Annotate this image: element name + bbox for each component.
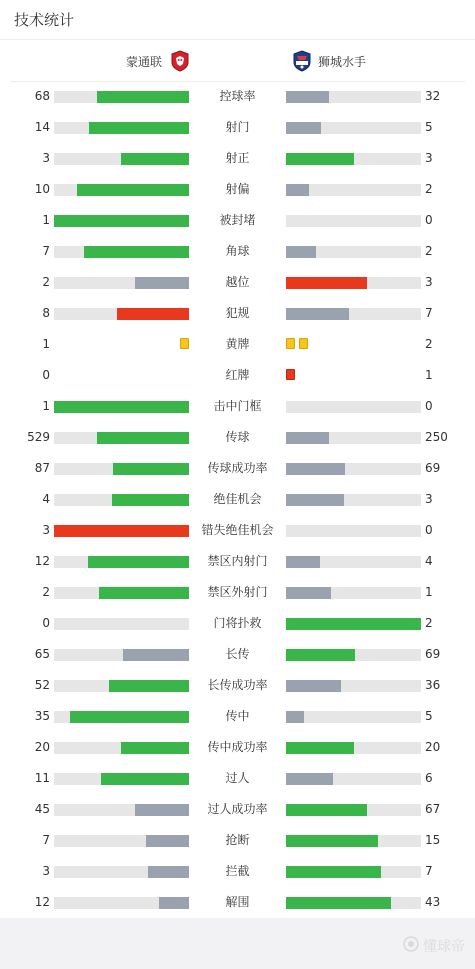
watermark-logo-icon — [403, 936, 419, 956]
away-bar-fill — [286, 742, 354, 754]
away-cards — [286, 369, 295, 382]
away-value: 32 — [425, 89, 441, 103]
stat-row — [0, 670, 475, 701]
home-value: 4 — [42, 492, 50, 506]
stat-row — [0, 267, 475, 298]
away-value: 67 — [425, 802, 441, 816]
home-bar-track — [54, 804, 189, 816]
away-bar-fill — [286, 649, 355, 661]
home-bar-fill — [135, 804, 189, 816]
stat-label: 传球成功率 — [207, 461, 268, 475]
home-value: 3 — [42, 151, 50, 165]
away-bar-track — [286, 680, 421, 692]
away-bar-fill — [286, 153, 354, 165]
home-team[interactable] — [126, 41, 190, 81]
away-bar-fill — [286, 618, 421, 630]
home-bar-track — [54, 649, 189, 661]
away-bar-track — [286, 308, 421, 320]
stat-row — [0, 484, 475, 515]
away-value: 5 — [425, 709, 433, 723]
away-value: 1 — [425, 585, 433, 599]
stat-row — [0, 887, 475, 918]
yellow-card-icon — [286, 338, 295, 349]
home-bar-track — [54, 835, 189, 847]
home-bar-fill — [135, 277, 189, 289]
stat-label: 射正 — [225, 151, 250, 165]
stat-row — [0, 143, 475, 174]
away-value: 2 — [425, 182, 433, 196]
away-value: 0 — [425, 399, 433, 413]
stat-row — [0, 763, 475, 794]
stat-label: 越位 — [225, 275, 250, 289]
away-bar-track — [286, 215, 421, 227]
stat-label: 控球率 — [219, 89, 256, 103]
home-bar-fill — [77, 184, 189, 196]
home-bar-track — [54, 556, 189, 568]
stat-label: 过人成功率 — [207, 802, 268, 816]
stat-row — [0, 236, 475, 267]
home-value: 45 — [34, 802, 50, 816]
away-bar-track — [286, 494, 421, 506]
home-bar-track — [54, 277, 189, 289]
away-bar-fill — [286, 91, 329, 103]
stat-label: 长传 — [225, 647, 250, 661]
stat-row — [0, 639, 475, 670]
stat-row — [0, 577, 475, 608]
away-bar-track — [286, 835, 421, 847]
away-value: 69 — [425, 647, 441, 661]
home-bar-fill — [101, 773, 189, 785]
home-value: 0 — [42, 368, 50, 382]
away-bar-fill — [286, 246, 316, 258]
home-bar-fill — [117, 308, 189, 320]
away-bar-fill — [286, 556, 320, 568]
home-bar-track — [54, 463, 189, 475]
stat-row — [0, 391, 475, 422]
yellow-card-icon — [299, 338, 308, 349]
away-bar-track — [286, 91, 421, 103]
home-bar-fill — [97, 432, 189, 444]
home-bar-fill — [121, 153, 189, 165]
away-value: 43 — [425, 895, 441, 909]
home-bar-track — [54, 308, 189, 320]
away-bar-track — [286, 804, 421, 816]
away-bar-track — [286, 184, 421, 196]
away-bar-fill — [286, 122, 321, 134]
page-title: 技术统计 — [14, 11, 75, 29]
header-bar — [0, 0, 475, 40]
home-bar-track — [54, 525, 189, 537]
home-bar-track — [54, 587, 189, 599]
stat-label: 传中 — [225, 709, 250, 723]
home-value: 20 — [34, 740, 50, 754]
home-value: 68 — [34, 89, 50, 103]
stat-row — [0, 794, 475, 825]
home-bar-fill — [123, 649, 189, 661]
home-value: 11 — [34, 771, 50, 785]
home-value: 1 — [42, 399, 50, 413]
stat-label: 过人 — [225, 771, 250, 785]
away-bar-fill — [286, 680, 341, 692]
home-value: 52 — [34, 678, 50, 692]
home-bar-track — [54, 773, 189, 785]
home-value: 7 — [42, 244, 50, 258]
away-value: 2 — [425, 244, 433, 258]
away-bar-fill — [286, 773, 333, 785]
away-value: 69 — [425, 461, 441, 475]
home-value: 2 — [42, 585, 50, 599]
footer-bar — [0, 918, 475, 969]
stat-label: 绝佳机会 — [213, 492, 262, 506]
stat-row — [0, 453, 475, 484]
away-team-name: 狮城水手 — [318, 54, 367, 69]
away-bar-track — [286, 525, 421, 537]
home-cards — [180, 338, 189, 351]
home-bar-fill — [97, 91, 189, 103]
home-value: 2 — [42, 275, 50, 289]
stat-label: 门将扑救 — [213, 616, 262, 630]
stat-label: 错失绝佳机会 — [201, 523, 274, 537]
yellow-card-icon — [180, 338, 189, 349]
away-bar-track — [286, 122, 421, 134]
away-bar-fill — [286, 308, 349, 320]
away-value: 3 — [425, 275, 433, 289]
home-value: 529 — [27, 430, 50, 444]
away-bar-track — [286, 587, 421, 599]
away-bar-track — [286, 556, 421, 568]
away-cards — [286, 338, 308, 351]
stat-row — [0, 515, 475, 546]
home-bar-fill — [99, 587, 189, 599]
home-bar-fill — [54, 401, 189, 413]
home-value: 3 — [42, 523, 50, 537]
stat-row — [0, 732, 475, 763]
watermark-text: 懂球帝 — [423, 939, 465, 955]
red-card-icon — [286, 369, 295, 380]
away-bar-track — [286, 277, 421, 289]
away-bar-fill — [286, 866, 381, 878]
away-value: 20 — [425, 740, 441, 754]
stat-label: 禁区外射门 — [207, 585, 268, 599]
home-bar-fill — [159, 897, 189, 909]
away-value: 6 — [425, 771, 433, 785]
stat-label: 犯规 — [225, 306, 250, 320]
home-bar-track — [54, 680, 189, 692]
stat-row — [0, 174, 475, 205]
home-value: 12 — [34, 895, 50, 909]
away-bar-track — [286, 649, 421, 661]
stat-label: 长传成功率 — [207, 678, 268, 692]
home-bar-fill — [84, 246, 189, 258]
away-bar-track — [286, 773, 421, 785]
away-bar-track — [286, 866, 421, 878]
stat-label: 禁区内射门 — [207, 554, 268, 568]
away-bar-track — [286, 897, 421, 909]
away-value: 2 — [425, 616, 433, 630]
away-bar-fill — [286, 463, 345, 475]
away-bar-fill — [286, 432, 329, 444]
home-bar-fill — [70, 711, 189, 723]
away-bar-track — [286, 463, 421, 475]
home-bar-track — [54, 618, 189, 630]
home-bar-track — [54, 215, 189, 227]
away-value: 3 — [425, 151, 433, 165]
away-bar-fill — [286, 835, 378, 847]
away-value: 3 — [425, 492, 433, 506]
home-value: 14 — [34, 120, 50, 134]
home-value: 8 — [42, 306, 50, 320]
stat-row — [0, 422, 475, 453]
home-value: 1 — [42, 337, 50, 351]
away-value: 4 — [425, 554, 433, 568]
home-value: 10 — [34, 182, 50, 196]
stat-label: 红牌 — [225, 368, 250, 382]
home-bar-track — [54, 122, 189, 134]
stat-row — [0, 856, 475, 887]
teams-header — [10, 41, 465, 82]
stat-label: 解围 — [225, 895, 250, 909]
home-bar-track — [54, 153, 189, 165]
home-bar-track — [54, 897, 189, 909]
away-value: 7 — [425, 864, 433, 878]
stat-label: 抢断 — [225, 833, 250, 847]
away-bar-track — [286, 246, 421, 258]
stat-label: 射偏 — [225, 182, 250, 196]
away-value: 0 — [425, 523, 433, 537]
home-value: 12 — [34, 554, 50, 568]
away-bar-track — [286, 742, 421, 754]
away-bar-track — [286, 711, 421, 723]
away-bar-track — [286, 153, 421, 165]
muangthong-crest-icon — [170, 50, 190, 72]
home-bar-track — [54, 401, 189, 413]
home-bar-fill — [89, 122, 189, 134]
home-bar-track — [54, 711, 189, 723]
away-bar-fill — [286, 277, 367, 289]
home-value: 35 — [34, 709, 50, 723]
home-bar-track — [54, 246, 189, 258]
stat-row — [0, 205, 475, 236]
home-bar-track — [54, 866, 189, 878]
stats-list — [0, 81, 475, 918]
stat-row — [0, 298, 475, 329]
stat-row — [0, 608, 475, 639]
home-value: 0 — [42, 616, 50, 630]
away-bar-track — [286, 618, 421, 630]
home-bar-fill — [109, 680, 189, 692]
away-value: 0 — [425, 213, 433, 227]
stat-row — [0, 112, 475, 143]
home-bar-fill — [148, 866, 189, 878]
home-bar-track — [54, 494, 189, 506]
home-value: 1 — [42, 213, 50, 227]
stat-row — [0, 329, 475, 360]
away-bar-fill — [286, 494, 344, 506]
stat-label: 拦截 — [225, 864, 250, 878]
away-team[interactable] — [292, 41, 366, 81]
stat-row — [0, 546, 475, 577]
away-value: 250 — [425, 430, 448, 444]
home-value: 65 — [34, 647, 50, 661]
stat-label: 击中门框 — [213, 399, 262, 413]
home-bar-fill — [54, 215, 189, 227]
home-bar-track — [54, 742, 189, 754]
away-bar-track — [286, 401, 421, 413]
home-bar-fill — [121, 742, 189, 754]
stat-label: 角球 — [225, 244, 250, 258]
home-value: 7 — [42, 833, 50, 847]
stat-label: 射门 — [225, 120, 250, 134]
home-bar-track — [54, 184, 189, 196]
home-bar-fill — [113, 463, 189, 475]
stat-row — [0, 81, 475, 112]
home-bar-fill — [88, 556, 189, 568]
lion-city-sailors-crest-icon — [292, 50, 312, 72]
home-team-name: 蒙通联 — [126, 54, 163, 69]
stat-label: 传中成功率 — [207, 740, 268, 754]
home-bar-fill — [54, 525, 189, 537]
stat-row — [0, 360, 475, 391]
away-value: 2 — [425, 337, 433, 351]
home-bar-fill — [112, 494, 189, 506]
away-value: 5 — [425, 120, 433, 134]
home-bar-fill — [146, 835, 189, 847]
away-bar-fill — [286, 711, 304, 723]
away-bar-track — [286, 432, 421, 444]
home-bar-track — [54, 432, 189, 444]
away-bar-fill — [286, 587, 331, 599]
away-value: 1 — [425, 368, 433, 382]
home-value: 3 — [42, 864, 50, 878]
stat-label: 黄牌 — [225, 337, 250, 351]
stat-row — [0, 825, 475, 856]
away-value: 15 — [425, 833, 441, 847]
home-bar-track — [54, 91, 189, 103]
away-value: 36 — [425, 678, 441, 692]
away-value: 7 — [425, 306, 433, 320]
away-bar-fill — [286, 184, 309, 196]
stat-row — [0, 701, 475, 732]
stat-label: 被封堵 — [219, 213, 256, 227]
stat-label: 传球 — [225, 430, 250, 444]
home-value: 87 — [34, 461, 50, 475]
watermark — [403, 936, 465, 956]
away-bar-fill — [286, 897, 391, 909]
away-bar-fill — [286, 804, 367, 816]
